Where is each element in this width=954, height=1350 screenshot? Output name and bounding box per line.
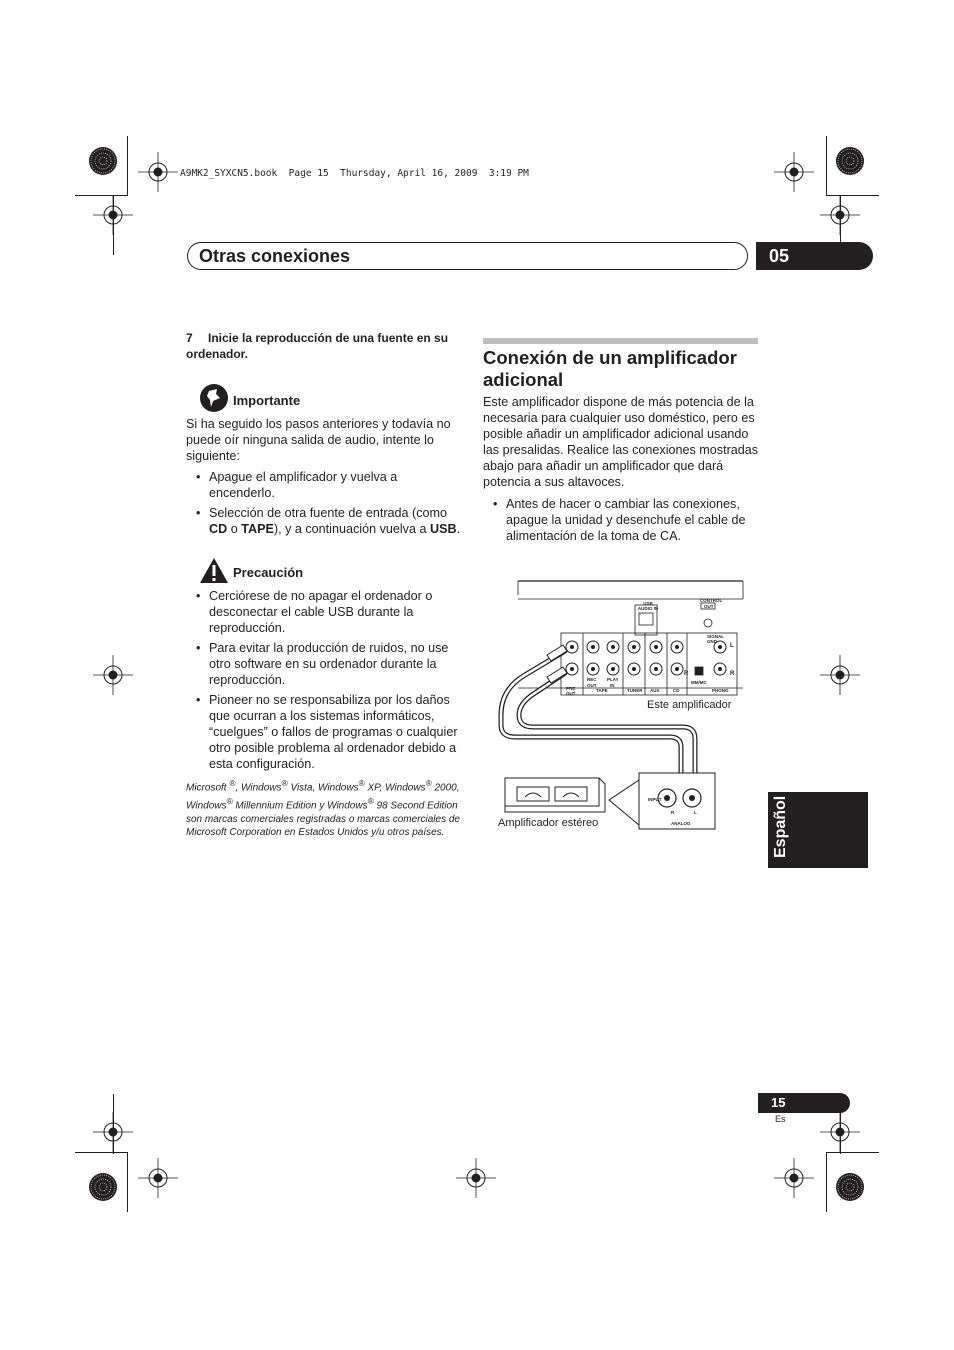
- list-item: • Cerciórese de no apagar el ordenador o desconectar el cable USB durante la reproducción.: [186, 588, 462, 636]
- caution-heading: Precaución: [233, 565, 304, 580]
- tape-out-label: OUT: [587, 683, 597, 688]
- page-language: Es: [775, 1114, 786, 1124]
- chapter-title: Otras conexiones: [199, 246, 351, 266]
- star-target-icon: [89, 147, 117, 175]
- registration-mark-icon: [138, 1158, 178, 1198]
- page-number: 15: [758, 1093, 850, 1113]
- registration-mark-icon: [93, 195, 133, 235]
- rec-label: REC: [587, 677, 597, 682]
- important-list: [186, 469, 462, 537]
- tape-label: TAPE: [596, 688, 608, 693]
- warning-icon: [199, 557, 229, 584]
- right-channel-label: R: [730, 671, 735, 677]
- analog-label: ANALOG: [671, 821, 691, 826]
- registration-mark-icon: [774, 152, 814, 192]
- left-channel-label: L: [694, 810, 697, 815]
- list-item: • Para evitar la producción de ruidos, no use otro software en su ordenador durante la reproducción.: [186, 640, 462, 688]
- star-target-icon: [89, 1173, 117, 1201]
- step-number: 7: [186, 331, 193, 345]
- section-body: [483, 394, 759, 548]
- star-target-icon: [836, 1173, 864, 1201]
- list-item: • Apague el amplificador y vuelva a encenderlo.: [186, 469, 462, 501]
- caution-list: [186, 588, 462, 772]
- aux-label: AUX: [650, 688, 660, 693]
- section-list: [483, 496, 759, 544]
- control-label: CONTROL: [700, 598, 723, 603]
- tuner-label: TUNER: [627, 688, 643, 693]
- registration-mark-icon: [456, 1158, 496, 1198]
- registration-mark-icon: [138, 152, 178, 192]
- section-rule: [483, 338, 758, 344]
- cd-label: CD: [673, 688, 680, 693]
- list-item: • Antes de hacer o cambiar las conexiones, apague la unidad y desenchufe el cable de alimentación de la toma de CA.: [483, 496, 759, 544]
- input-label: INPUT: [648, 797, 662, 802]
- signal-gnd-label: SIGNAL GND: [707, 634, 724, 644]
- registration-mark-icon: [820, 655, 860, 695]
- pre-out-label: PRE OUT: [566, 686, 576, 696]
- important-block: [186, 416, 462, 541]
- registration-mark-icon: [820, 1112, 860, 1152]
- registration-mark-icon: [820, 195, 860, 235]
- caution-block: [186, 588, 462, 776]
- registration-mark-icon: [774, 1158, 814, 1198]
- play-label: PLAY: [607, 677, 619, 682]
- stereo-amp-label: Amplificador estéreo: [498, 817, 599, 829]
- registration-mark-icon: [93, 1112, 133, 1152]
- right-channel-label: R: [684, 671, 689, 677]
- important-heading: Importante: [233, 393, 301, 408]
- trademark-note: Microsoft ®, Windows® Vista, Windows® XP, Windows® 2000, Windows® Millennium Edition y Windows® 98 Second Edition son marcas comerciales registradas o marcas comerciales de Microsoft Corporation en Estados Unidos y/u otros países.: [186, 778, 460, 839]
- list-item: • Pioneer no se responsabiliza por los daños que ocurran a los sistemas informáticos, “cuelgues” o fallos de programas o cualquier otro posible problema al ordenador debido a esta configuración.: [186, 692, 462, 772]
- tape-in-label: IN: [610, 683, 615, 688]
- section-paragraph: Este amplificador dispone de más potencia de la necesaria para cualquier uso doméstico, pero es posible añadir un amplificador adicional usando las presalidas. Realice las conexiones mostradas abajo para añadir un amplificador que dará potencia a sus altavoces.: [483, 395, 759, 489]
- star-target-icon: [836, 147, 864, 175]
- section-title: Conexión de un amplificador adicional: [483, 347, 737, 390]
- phono-label: PHONO: [712, 688, 729, 693]
- chapter-number: 05: [756, 242, 873, 270]
- right-channel-label: R: [671, 810, 675, 815]
- step-7: [186, 330, 461, 362]
- language-tab-label: Español: [772, 795, 789, 858]
- list-item: • Selección de otra fuente de entrada (como CD o TAPE), y a continuación vuelva a USB.: [186, 505, 462, 537]
- registration-mark-icon: [93, 655, 133, 695]
- this-amp-label: Este amplificador: [647, 699, 732, 711]
- mm-mc-label: MM/MC: [691, 680, 707, 685]
- important-intro: Si ha seguido los pasos anteriores y todavía no puede oír ninguna salida de audio, intente lo siguiente:: [186, 417, 451, 463]
- usb-label: USB AUDIO IN: [637, 601, 659, 611]
- important-icon: [199, 383, 229, 413]
- control-out-label: OUT: [704, 604, 714, 609]
- step-text: Inicie la reproducción de una fuente en su ordenador.: [186, 331, 449, 361]
- left-channel-label: L: [730, 643, 734, 649]
- print-header: A9MK2_SYXCN5.book Page 15 Thursday, April 16, 2009 3:19 PM: [180, 168, 529, 179]
